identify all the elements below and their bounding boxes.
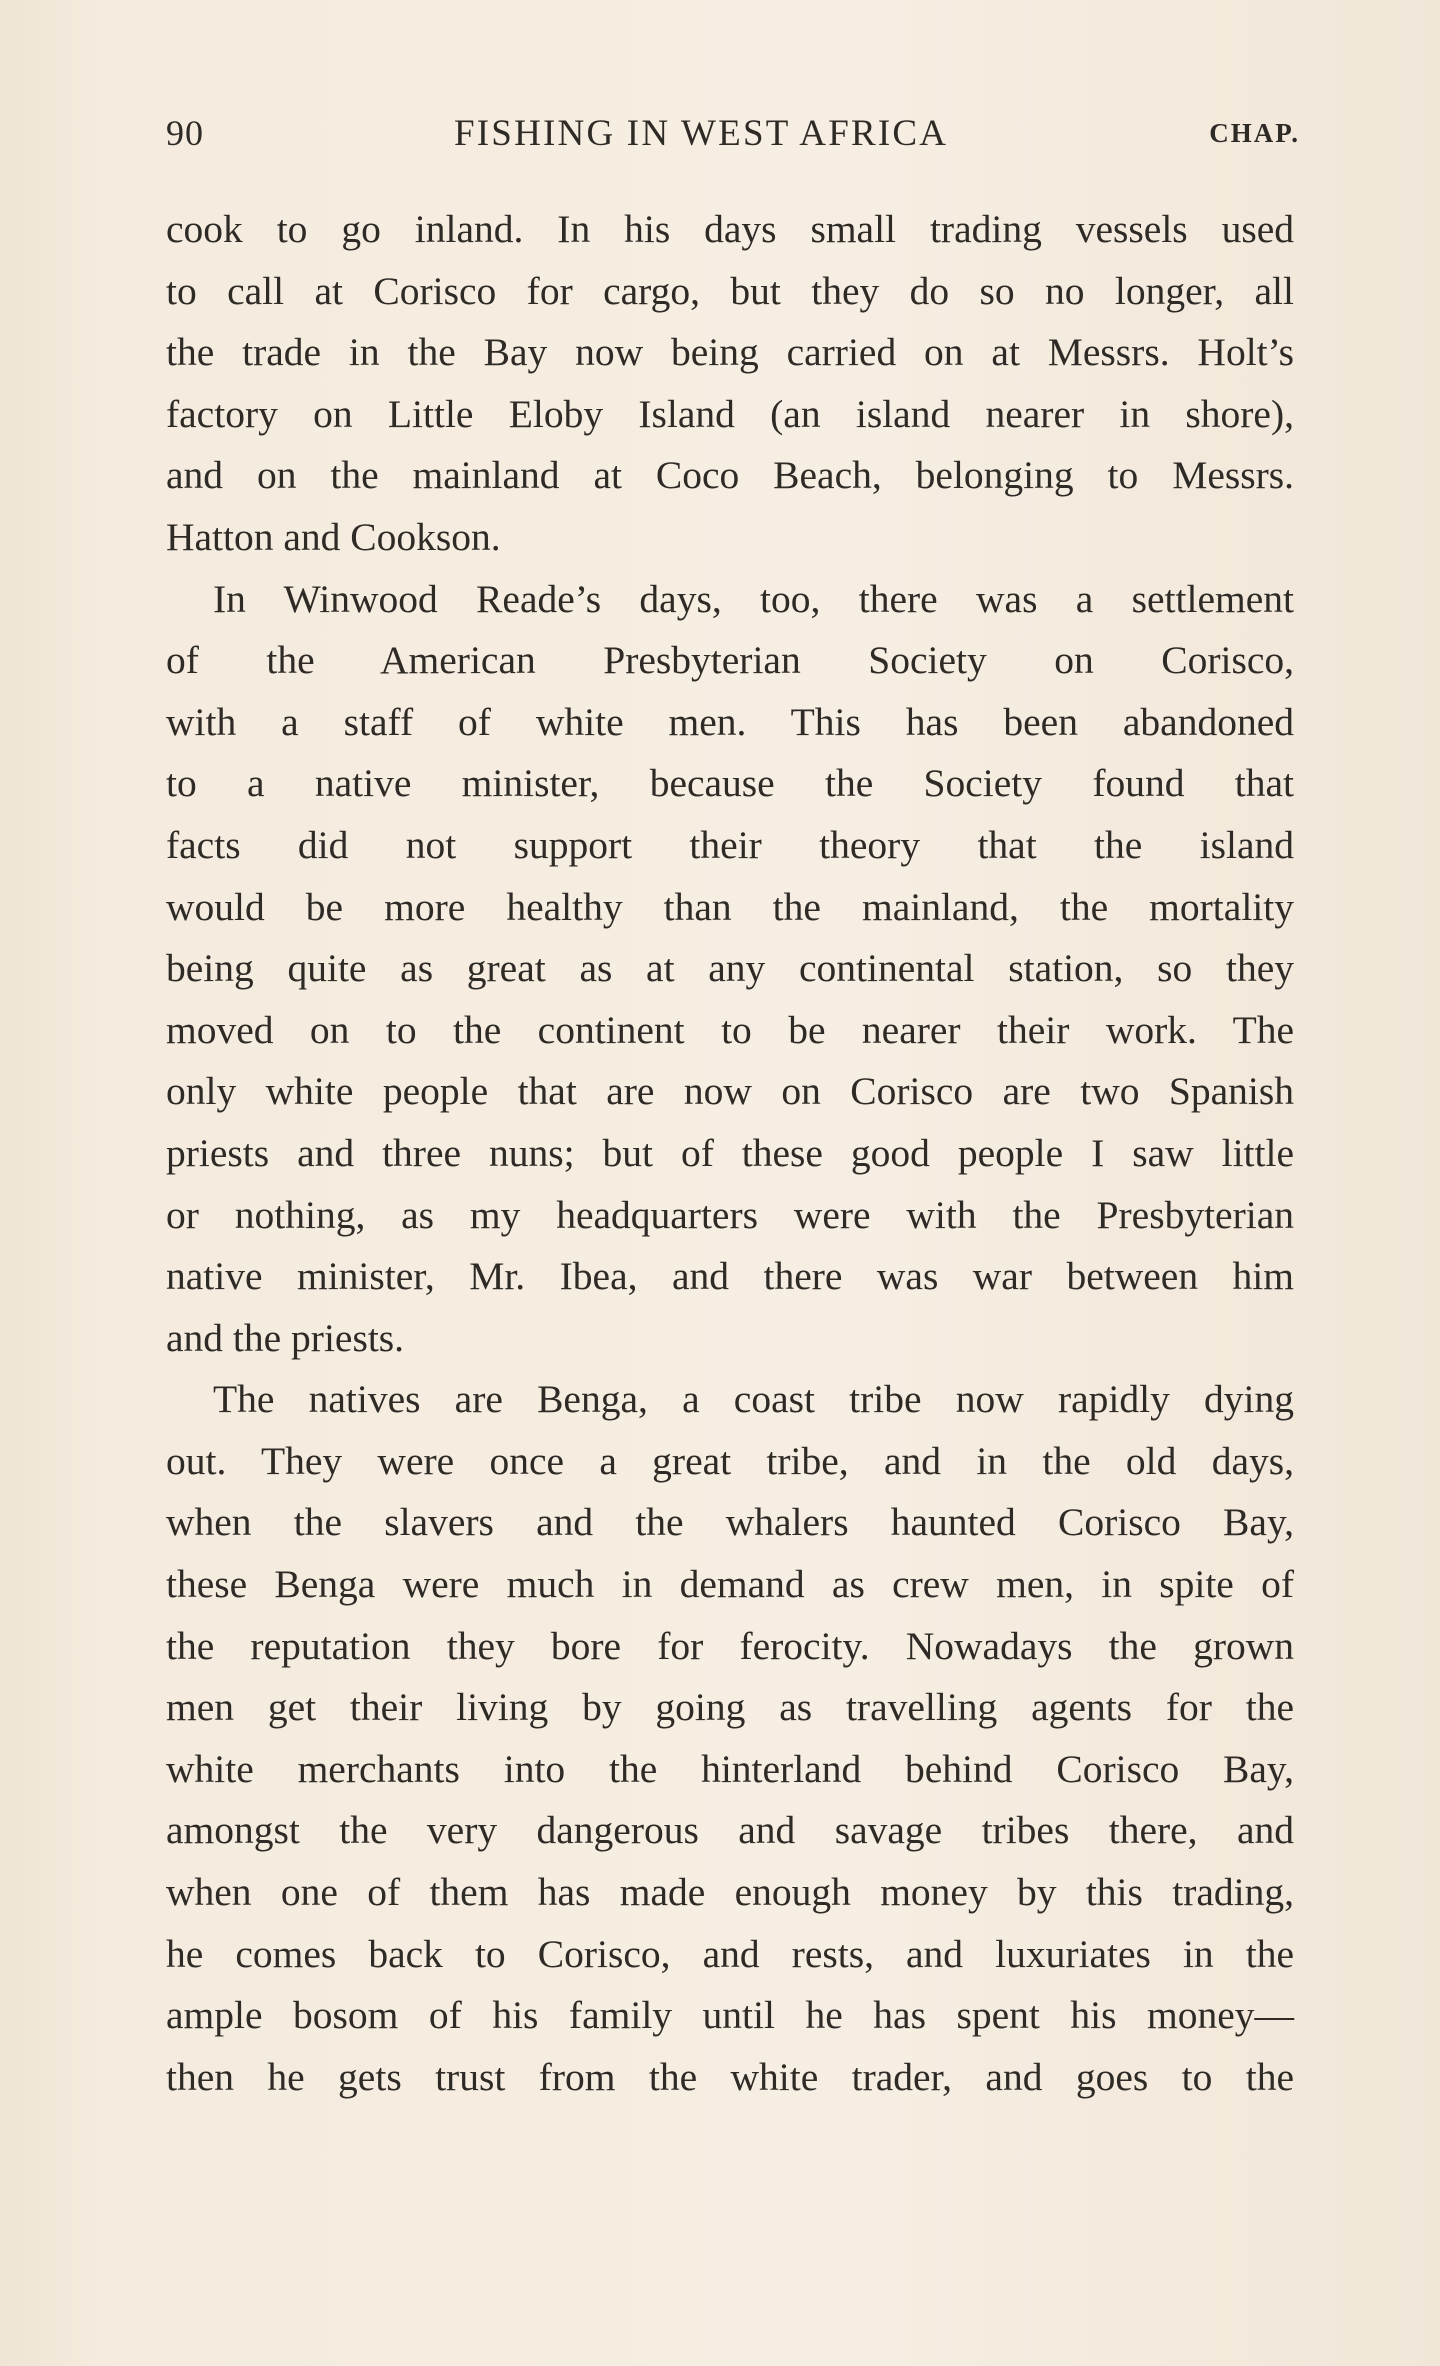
text-line: being quite as great as at any continental station, so they bbox=[166, 946, 1294, 991]
text-line: native minister, Mr. Ibea, and there was war between him bbox=[166, 1254, 1294, 1299]
text-line: white merchants into the hinterland behind Corisco Bay, bbox=[166, 1746, 1294, 1791]
text-line: then he gets trust from the white trader, and goes to the bbox=[166, 2054, 1294, 2099]
text-line: only white people that are now on Corisco are two Spanish bbox=[166, 1069, 1294, 1114]
text-line: The natives are Benga, a coast tribe now rapidly dying bbox=[213, 1377, 1294, 1422]
text-line: with a staff of white men. This has been abandoned bbox=[166, 699, 1294, 744]
text-line: In Winwood Reade’s days, too, there was a settlement bbox=[213, 576, 1294, 621]
page-number: 90 bbox=[166, 113, 204, 153]
text-line: the reputation they bore for ferocity. Nowadays the grown bbox=[166, 1623, 1294, 1668]
text-line: out. They were once a great tribe, and in the old days, bbox=[166, 1438, 1294, 1483]
text-line: would be more healthy than the mainland, the mortality bbox=[166, 884, 1294, 929]
text-line: the trade in the Bay now being carried on at Messrs. Holt’s bbox=[166, 330, 1294, 375]
text-line: to a native minister, because the Society found that bbox=[166, 761, 1294, 806]
chapter-label: CHAP. bbox=[1209, 118, 1300, 148]
text-line: priests and three nuns; but of these good people I saw little bbox=[166, 1130, 1294, 1175]
text-line: of the American Presbyterian Society on Corisco, bbox=[166, 638, 1294, 683]
text-line: when the slavers and the whalers haunted Corisco Bay, bbox=[166, 1500, 1294, 1545]
text-line: when one of them has made enough money by this trading, bbox=[166, 1870, 1294, 1915]
text-line: men get their living by going as travelling agents for the bbox=[166, 1685, 1294, 1730]
text-line: moved on to the continent to be nearer their work. The bbox=[166, 1007, 1294, 1052]
text-line: to call at Corisco for cargo, but they do so no longer, all bbox=[166, 268, 1294, 313]
text-line: Hatton and Cookson. bbox=[166, 514, 501, 559]
text-line: and the priests. bbox=[166, 1315, 405, 1360]
text-line: these Benga were much in demand as crew men, in spite of bbox=[166, 1562, 1294, 1607]
text-line: and on the mainland at Coco Beach, belonging to Messrs. bbox=[166, 453, 1294, 498]
text-line: or nothing, as my headquarters were with the Presbyterian bbox=[166, 1192, 1294, 1237]
text-line: cook to go inland. In his days small trading vessels used bbox=[166, 207, 1294, 251]
text-line: amongst the very dangerous and savage tribes there, and bbox=[166, 1808, 1294, 1853]
text-line: ample bosom of his family until he has spent his money— bbox=[166, 1993, 1294, 2038]
text-line: he comes back to Corisco, and rests, and luxuriates in the bbox=[166, 1931, 1294, 1976]
page-header bbox=[166, 112, 1300, 164]
running-title: FISHING IN WEST AFRICA bbox=[454, 113, 949, 154]
text-line: factory on Little Eloby Island (an island nearer in shore), bbox=[166, 391, 1294, 436]
body-text bbox=[166, 199, 1294, 2108]
text-line: facts did not support their theory that the island bbox=[166, 822, 1294, 867]
